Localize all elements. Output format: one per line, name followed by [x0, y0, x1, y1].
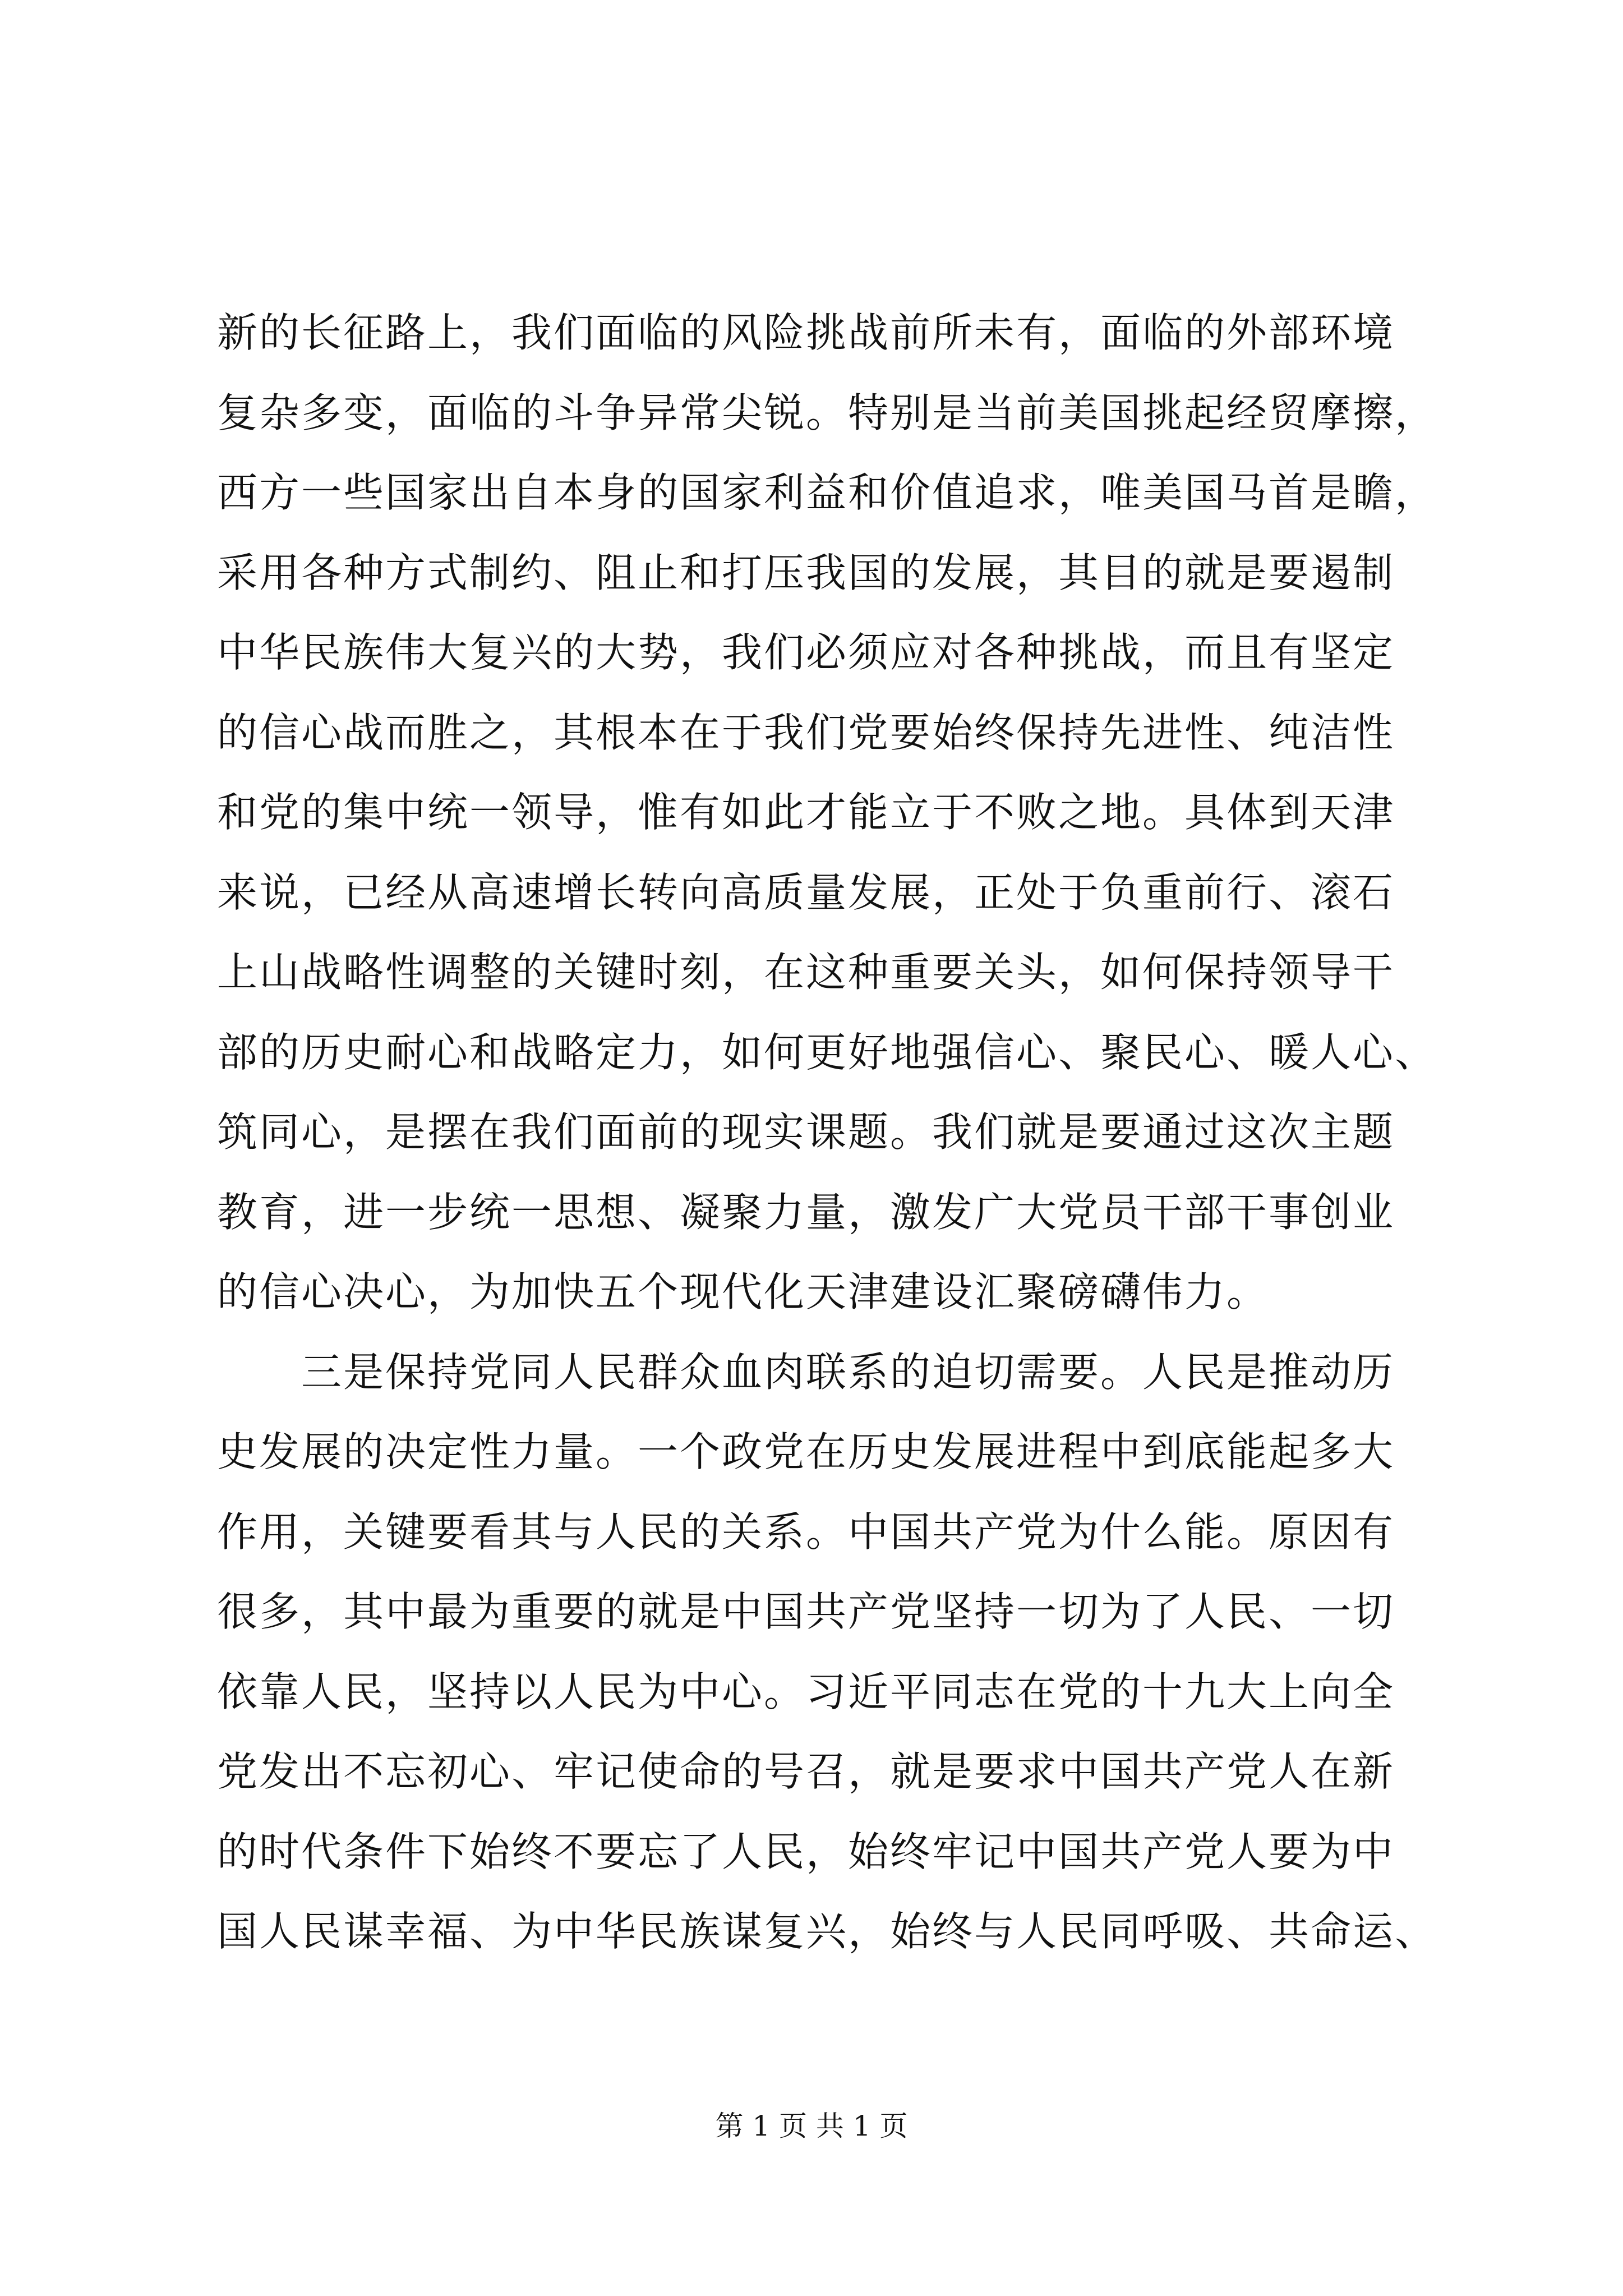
text-line: 上山战略性调整的关键时刻，在这种重要关头，如何保持领导干 [217, 949, 1395, 996]
text-line: 作用，关键要看其与人民的关系。中国共产党为什么能。原因有 [217, 1508, 1395, 1556]
text-line: 的信心决心，为加快五个现代化天津建设汇聚磅礴伟力。 [217, 1268, 1269, 1315]
text-line: 的信心战而胜之，其根本在于我们党要始终保持先进性、纯洁性 [217, 708, 1395, 756]
text-line: 的时代条件下始终不要忘了人民，始终牢记中国共产党人要为中 [217, 1828, 1395, 1875]
text-line: 西方一些国家出自本身的国家利益和价值追求，唯美国马首是瞻， [217, 469, 1437, 516]
text-line: 新的长征路上，我们面临的风险挑战前所未有，面临的外部环境 [217, 309, 1395, 356]
text-line: 中华民族伟大复兴的大势，我们必须应对各种挑战，而且有坚定 [217, 629, 1395, 676]
text-line: 筑同心，是摆在我们面前的现实课题。我们就是要通过这次主题 [217, 1108, 1395, 1156]
text-line: 很多，其中最为重要的就是中国共产党坚持一切为了人民、一切 [217, 1588, 1395, 1635]
text-line: 教育，进一步统一思想、凝聚力量，激发广大党员干部干事创业 [217, 1188, 1395, 1236]
text-line: 史发展的决定性力量。一个政党在历史发展进程中到底能起多大 [217, 1428, 1395, 1475]
text-line: 复杂多变，面临的斗争异常尖锐。特别是当前美国挑起经贸摩擦， [217, 389, 1437, 436]
document-body [217, 293, 1437, 1972]
text-line: 采用各种方式制约、阻止和打压我国的发展，其目的就是要遏制 [217, 549, 1395, 596]
text-line: 党发出不忘初心、牢记使命的号召，就是要求中国共产党人在新 [217, 1748, 1395, 1795]
text-line: 三是保持党同人民群众血肉联系的迫切需要。人民是推动历 [217, 1348, 1395, 1396]
text-line: 国人民谋幸福、为中华民族谋复兴，始终与人民同呼吸、共命运、 [217, 1908, 1437, 1955]
text-line: 部的历史耐心和战略定力，如何更好地强信心、聚民心、暖人心、 [217, 1028, 1437, 1076]
text-line: 和党的集中统一领导，惟有如此才能立于不败之地。具体到天津 [217, 789, 1395, 836]
text-line: 来说，已经从高速增长转向高质量发展，正处于负重前行、滚石 [217, 868, 1395, 916]
page-number-footer: 第 1 页 共 1 页 [715, 2110, 908, 2142]
text-line: 依靠人民，坚持以人民为中心。习近平同志在党的十九大上向全 [217, 1668, 1395, 1715]
